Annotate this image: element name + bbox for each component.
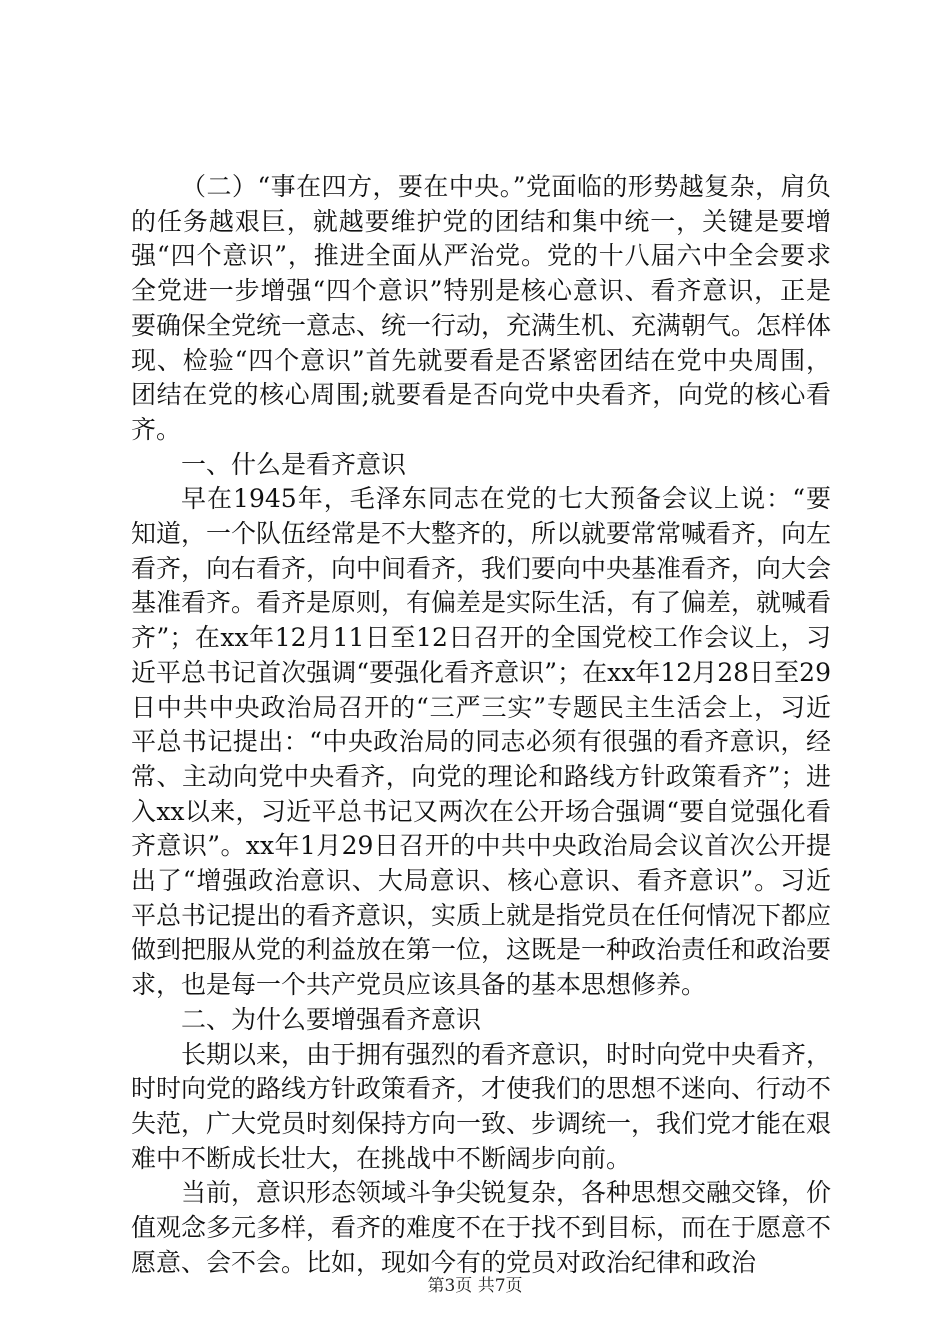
section-heading-2: 二、为什么要增强看齐意识 bbox=[181, 1004, 482, 1034]
document-body bbox=[131, 170, 831, 1281]
paragraph-section-2a: 长期以来，由于拥有强烈的看齐意识，时时向党中央看齐，时时向党的路线方针政策看齐，才使我们的思想不迷向、行动不失范，广大党员时刻保持方向一致、步调统一，我们党才能在艰难中不断成长壮大，在挑战中不断阔步向前。 bbox=[131, 1039, 832, 1173]
paragraph-section-1: 早在1945年，毛泽东同志在党的七大预备会议上说：“要知道，一个队伍经常是不大整齐的，所以就要常常喊看齐，向左看齐，向右看齐，向中间看齐，我们要向中央基准看齐，向大会基准看齐。看齐是原则，有偏差是实际生活，有了偏差，就喊看齐”；在xx年12月11日至12日召开的全国党校工作会议上，习近平总书记首次强调“要强化看齐意识”；在xx年12月28日至29日中共中央政治局召开的“三严三实”专题民主生活会上，习近平总书记提出：“中央政治局的同志必须有很强的看齐意识，经常、主动向党中央看齐，向党的理论和路线方针政策看齐”；进入xx以来，习近平总书记又两次在公开场合强调“要自觉强化看齐意识”。xx年1月29日召开的中共中央政治局会议首次公开提出了“增强政治意识、大局意识、核心意识、看齐意识”。习近平总书记提出的看齐意识，实质上就是指党员在任何情况下都应做到把服从党的利益放在第一位，这既是一种政治责任和政治要求，也是每一个共产党员应该具备的基本思想修养。 bbox=[131, 484, 832, 1000]
paragraph-intro: （二）“事在四方，要在中央。”党面临的形势越复杂，肩负的任务越艰巨，就越要维护党的团结和集中统一，关键是要增强“四个意识”，推进全面从严治党。党的十八届六中全会要求全党进一步增强“四个意识”特别是核心意识、看齐意识，正是要确保全党统一意志、统一行动，充满生机、充满朝气。怎样体现、检验“四个意识”首先就要看是否紧密团结在党中央周围，团结在党的核心周围;就要看是否向党中央看齐，向党的核心看齐。 bbox=[131, 172, 832, 444]
paragraph-section-2b: 当前，意识形态领域斗争尖锐复杂，各种思想交融交锋，价值观念多元多样，看齐的难度不在于找不到目标，而在于愿意不愿意、会不会。比如，现如今有的党员对政治纪律和政治 bbox=[131, 1178, 832, 1277]
page-number-footer: 第3页 共7页 bbox=[427, 1276, 523, 1296]
section-heading-1: 一、什么是看齐意识 bbox=[181, 449, 407, 479]
